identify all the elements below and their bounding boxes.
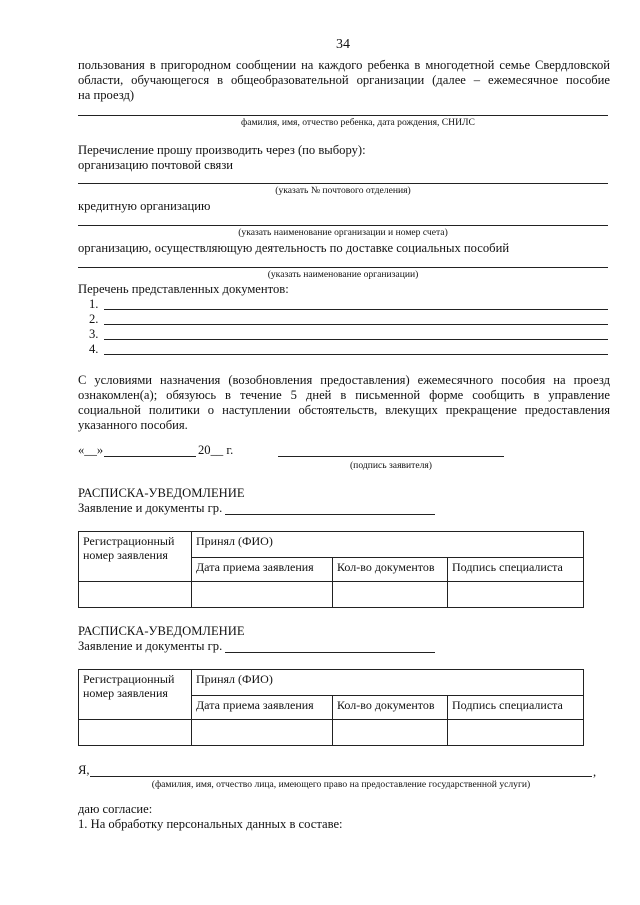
receipt-1-name-line[interactable] [225,514,435,515]
consent-prefix: Я, [78,763,90,777]
receipt-1-cell-reg[interactable] [79,582,192,608]
receipt-2-col-sign: Подпись специалиста [448,696,584,720]
docs-item-3: 3. [89,327,99,341]
receipt-1-cell-date[interactable] [192,582,333,608]
docs-line-4[interactable] [104,354,608,355]
receipt-2-col-count: Кол-во документов [333,696,448,720]
docs-item-4: 4. [89,342,99,356]
receipt-2-cell-sign[interactable] [448,720,584,746]
signature-caption: (подпись заявителя) [349,460,432,471]
receipt-2-cell-count[interactable] [333,720,448,746]
consent-name-line[interactable] [90,776,592,777]
consent-give: даю согласие: [78,802,153,816]
docs-line-1[interactable] [104,309,608,310]
delivery-org-line[interactable] [78,267,608,268]
receipt-2-accepted-header: Принял (ФИО) [192,670,584,696]
receipt-1-col-sign: Подпись специалиста [448,558,584,582]
option-post: организацию почтовой связи [78,158,234,172]
receipt-2-table [78,669,584,746]
receipt-1-cell-count[interactable] [333,582,448,608]
date-day: «__» [78,443,104,457]
receipt-2-line: Заявление и документы гр. [78,639,223,653]
credit-org-caption: (указать наименование организации и номер счета) [238,227,448,238]
date-year: 20__ г. [198,443,234,457]
credit-org-line[interactable] [78,225,608,226]
delivery-org-caption: (указать наименование организации) [267,269,419,280]
receipt-2-col-date: Дата приема заявления [192,696,333,720]
intro-line-1: пользования в пригородном сообщении на каждого ребенка в многодетной семье Свердловской [78,58,610,72]
transfer-heading: Перечисление прошу производить через (по выбору): [78,143,366,157]
docs-line-2[interactable] [104,324,608,325]
child-info-line[interactable] [78,115,608,116]
docs-item-1: 1. [89,297,99,311]
consent-caption: (фамилия, имя, отчество лица, имеющего право на предоставление государственной услуги) [151,779,531,790]
receipt-2-cell-date[interactable] [192,720,333,746]
receipt-1-line: Заявление и документы гр. [78,501,223,515]
option-delivery: организацию, осуществляющую деятельность по доставке социальных пособий [78,241,510,255]
conditions-line-1: С условиями назначения (возобновления предоставления) ежемесячного пособия на проезд [78,373,610,387]
receipt-1-col-date: Дата приема заявления [192,558,333,582]
receipt-2-cell-reg[interactable] [79,720,192,746]
post-office-caption: (указать № почтового отделения) [275,185,411,196]
consent-comma: , [593,765,597,779]
receipt-2-title: РАСПИСКА-УВЕДОМЛЕНИЕ [78,624,245,638]
docs-line-3[interactable] [104,339,608,340]
signature-line[interactable] [278,456,504,457]
intro-line-2: области, обучающегося в общеобразовательной организации (далее – ежемесячное пособие [78,73,610,87]
date-month-line[interactable] [104,456,196,457]
receipt-1-table [78,531,584,608]
receipt-2-reg-header: Регистрационный номер заявления [79,670,192,720]
child-info-caption: фамилия, имя, отчество ребенка, дата рождения, СНИЛС [241,117,475,128]
receipt-1-col-count: Кол-во документов [333,558,448,582]
post-office-line[interactable] [78,183,608,184]
consent-item-1: 1. На обработку персональных данных в составе: [78,817,343,831]
receipt-2-name-line[interactable] [225,652,435,653]
option-credit: кредитную организацию [78,199,211,213]
conditions-line-3: социальной политики о наступлении обстоятельств, влекущих прекращение предоставления [78,403,610,417]
intro-line-3: на проезд) [78,88,135,102]
conditions-line-4: указанного пособия. [78,418,188,432]
receipt-1-reg-header: Регистрационный номер заявления [79,532,192,582]
receipt-1-cell-sign[interactable] [448,582,584,608]
receipt-1-accepted-header: Принял (ФИО) [192,532,584,558]
docs-heading: Перечень представленных документов: [78,282,289,296]
docs-item-2: 2. [89,312,99,326]
page-number: 34 [336,37,350,52]
receipt-1-title: РАСПИСКА-УВЕДОМЛЕНИЕ [78,486,245,500]
conditions-line-2: ознакомлен(а); обязуюсь в течение 5 дней в письменной форме сообщить в управление [78,388,610,402]
